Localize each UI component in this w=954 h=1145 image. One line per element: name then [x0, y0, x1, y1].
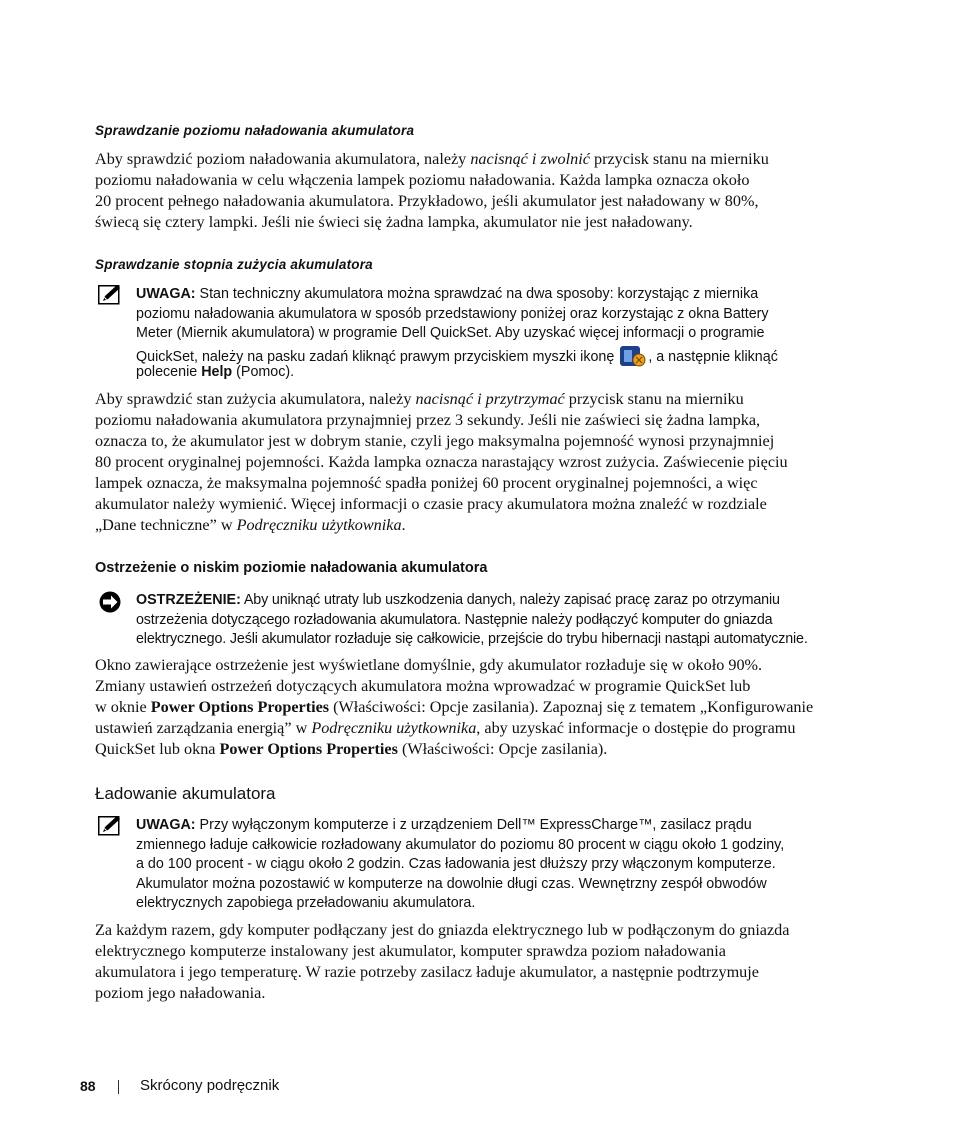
page-number: 88: [80, 1078, 96, 1094]
note-pencil-icon: [98, 285, 124, 305]
note-label: UWAGA:: [136, 817, 196, 833]
paragraph-low-battery: Okno zawierające ostrzeżenie jest wyświetlane domyślnie, gdy akumulator rozładuje się w około 90%. Zmiany ustawień ostrzeżeń dotyczących akumulatora można wprowadzać w programie QuickSet lub w oknie Power Options Properties (Właściwości: Opcje zasilania). Zapoznaj się z tematem „Konfigurowanie ustawień zarządzania energią” w Podręczniku użytkownika, aby uzyskać informacje o dostępie do programu QuickSet lub okna Power Options Properties (Właściwości: Opcje zasilania).: [95, 656, 814, 758]
paragraph-check-charge: Aby sprawdzić poziom naładowania akumulatora, należy nacisnąć i zwolnić przycisk stanu na mierniku poziomu naładowania w celu włączenia lampek poziomu naładowania. Każda lampka oznacza około 20 procent pełnego naładowania akumulatora. Przykładowo, jeśli akumulator jest naładowany w 80%, świecą się cztery lampki. Jeśli nie świeci się żadna lampka, akumulator nie jest naładowany.: [95, 150, 769, 231]
heading-check-health: Sprawdzanie stopnia zużycia akumulatora: [95, 257, 373, 272]
quickset-tray-icon: [619, 344, 647, 368]
footer-divider: [118, 1080, 119, 1094]
heading-check-charge: Sprawdzanie poziomu naładowania akumulatora: [95, 123, 415, 138]
paragraph-check-health: Aby sprawdzić stan zużycia akumulatora, należy nacisnąć i przytrzymać przycisk stanu na mierniku poziomu naładowania akumulatora przynajmniej przez 3 sekundy. Jeśli nie zaświeci się żadna lampka, oznacza to, że akumulator jest w dobrym stanie, czyli jego maksymalna pojemność wynosi przynajmniej 80 procent oryginalnej pojemności. Każda lampka oznacza narastający wzrost zużycia. Zaświecenie pięciu lampek oznacza, że maksymalna pojemność spadła poniżej 60 procent oryginalnej pojemności, a więc akumulator należy wymienić. Więcej informacji o czasie pracy akumulatora można znaleźć w rozdziale „Dane techniczne” w Podręczniku użytkownika.: [95, 390, 788, 534]
warning-circle-icon: [98, 591, 124, 611]
paragraph-charging: Za każdym razem, gdy komputer podłączany jest do gniazda elektrycznego lub w podłączonym do gniazda elektrycznego komputerze instalowany jest akumulator, komputer sprawdza poziom naładowania akumulatora i jego temperaturę. W razie potrzeby zasilacz ładuje akumulator, a następnie podtrzymuje poziom jego naładowania.: [95, 921, 790, 1002]
footer-title: Skrócony podręcznik: [140, 1077, 280, 1094]
document-page: Sprawdzanie poziomu naładowania akumulatora Aby sprawdzić poziom naładowania akumulatora, należy nacisnąć i zwolnić przycisk stanu na mierniku poziomu naładowania w celu włączenia lampek poziomu naładowania. Każda lampka oznacza około 20 procent pełnego naładowania akumulatora. Przykładowo, jeśli akumulator jest naładowany w 80%, świecą się cztery lampki. Jeśli nie świeci się żadna lampka, akumulator nie jest naładowany. Sprawdzanie stopnia zużycia akumulatora UWAGA: Stan techniczny akumulatora można sprawdzać na dwa sposoby: korzystając z miernika poziomu naładowania akumulatora w sposób przedstawiony poniżej oraz korzystając z okna Battery Meter (Miernik akumulatora) w programie Dell QuickSet. Aby uzyskać więcej informacji o programie QuickSet, należy na pasku zadań kliknąć prawym przyciskiem myszki ikonę , a następnie kliknąć polecenie Help (Pomoc). Aby sprawdzić stan zużycia akumulatora, należy nacisnąć i przytrzymać przycisk stanu na mierniku poziomu naładowania akumulatora przynajmniej przez 3 sekundy. Jeśli nie zaświeci się żadna lampka, oznacza to, że akumulator jest w dobrym stanie, czyli jego maksymalna pojemność wynosi przynajmniej 80 procent oryginalnej pojemności. Każda lampka oznacza narastający wzrost zużycia. Zaświecenie pięciu lampek oznacza, że maksymalna pojemność spadła poniżej 60 procent oryginalnej pojemności, a więc akumulator należy wymienić. Więcej informacji o czasie pracy akumulatora można znaleźć w rozdziale „Dane techniczne” w Podręczniku użytkownika. Ostrzeżenie o niskim poziomie naładowania akumulatora OSTRZEŻENIE: Aby uniknąć utraty lub uszkodzenia danych, należy zapisać pracę zaraz po otrzymaniu ostrzeżenia dotyczącego rozładowania akumulatora. Następnie należy podłączyć komputer do gniazda elektrycznego. Jeśli akumulator rozładuje się całkowicie, przejście do trybu hibernacji nastąpi automatycznie. Okno zawierające ostrzeżenie jest wyświetlane domyślnie, gdy akumulator rozładuje się w około 90%. Zmiany ustawień ostrzeżeń dotyczących akumulatora można wprowadzać w programie QuickSet lub w oknie Power Options Properties (Właściwości: Opcje zasilania). Zapoznaj się z tematem „Konfigurowanie ustawień zarządzania energią” w Podręczniku użytkownika, aby uzyskać informacje o dostępie do programu QuickSet lub okna Power Options Properties (Właściwości: Opcje zasilania). Ładowanie akumulatora UWAGA: Przy wyłączonym komputerze i z urządzeniem Dell™ ExpressCharge™, zasilacz prądu zmiennego ładuje całkowicie rozładowany akumulator do poziomu 80 procent w ciągu około 1 godziny, a do 100 procent - w ciągu około 2 godzin. Czas ładowania jest dłuższy przy włączonym komputerze. Akumulator można pozostawić w komputerze na dowolnie długi czas. Wewnętrzny zespół obwodów elektrycznych zapobiega przeładowaniu akumulatora. Za każdym razem, gdy komputer podłączany jest do gniazda elektrycznego lub w podłączonym do gniazda elektrycznego komputerze instalowany jest akumulator, komputer sprawdza poziom naładowania akumulatora i jego temperaturę. W razie potrzeby zasilacz ładuje akumulator, a następnie podtrzymuje poziom jego naładowania. 88 Skrócony podręcznik: [0, 0, 954, 1145]
warning-label: OSTRZEŻENIE:: [136, 592, 241, 608]
note-label: UWAGA:: [136, 286, 196, 302]
heading-charging: Ładowanie akumulatora: [95, 784, 276, 803]
heading-low-battery-warning: Ostrzeżenie o niskim poziomie naładowania akumulatora: [95, 560, 488, 576]
note-pencil-icon: [98, 816, 124, 836]
